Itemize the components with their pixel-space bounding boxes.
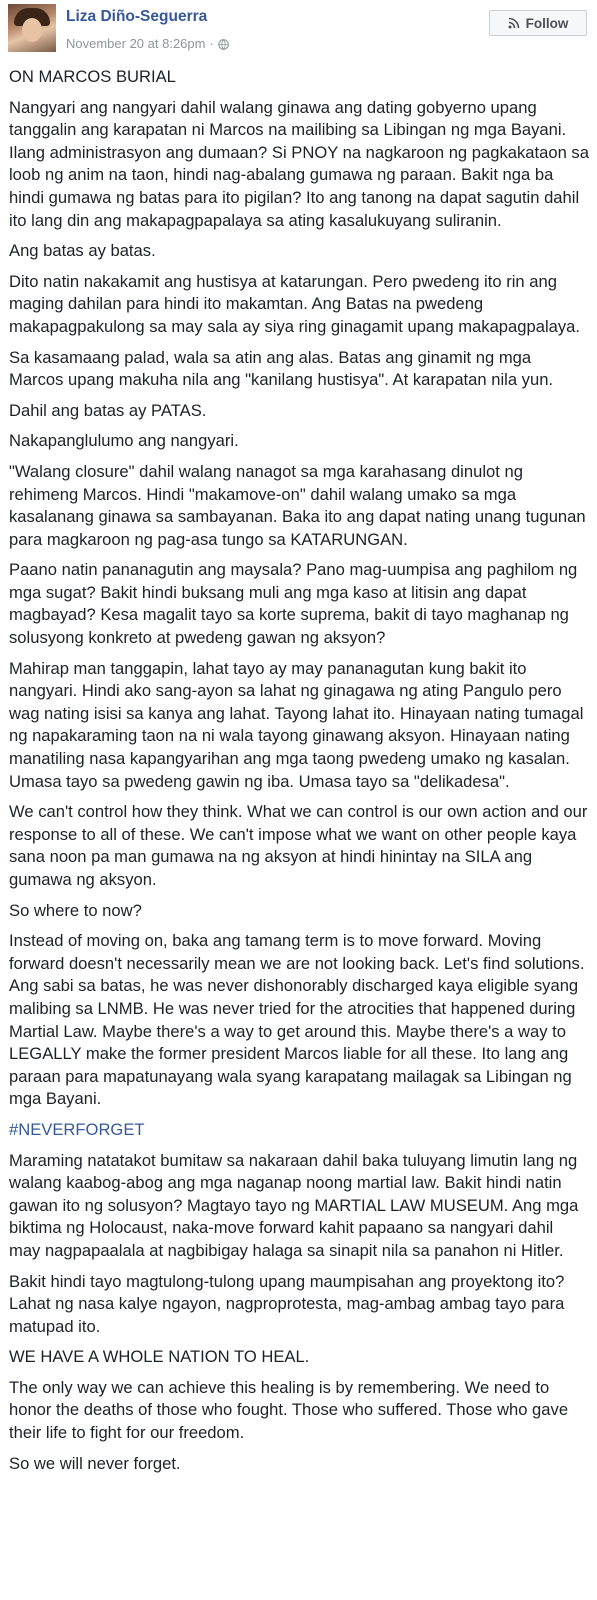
follow-button[interactable] — [489, 10, 587, 36]
post-meta — [66, 36, 229, 51]
post-paragraph: Nakapanglulumo ang nangyari. — [9, 431, 239, 451]
post-paragraph: Mahirap man tanggapin, lahat tayo ay may pananagutan kung bakit ito nangyari. Hindi ako sang-ayon sa lahat ng ginagawa ng ating Pangulo pero wag nating isisi sa kanya ang lahat. Tayong lahat ito. Hinayaan nating tumagal ng napakaraming taon na ni wala tayong ginawang aksyon. Hinayaan nating manatiling nasa kapangyarihan ang mga taong pwedeng umako ng kasalan. Umasa tayo sa pwedeng gawin ng iba. Umasa tayo sa "delikadesa". — [9, 658, 584, 791]
post-paragraph: The only way we can achieve this healing is by remembering. We need to honor the deaths of those who fought. Those who suffered. Those who gave their life to fight for our freedom. — [9, 1377, 569, 1443]
post-paragraph: So we will never forget. — [9, 1453, 181, 1473]
post-paragraph: Paano natin pananagutin ang maysala? Pano mag-uumpisa ang paghilom ng mga sugat? Bakit hindi buksang muli ang mga kaso at litisin ang dapat magbayad? Kesa magalit tayo sa korte suprema, bakit di tayo maghanap ng solusyong konkreto at pwedeng gawan ng aksyon? — [9, 560, 578, 648]
globe-icon[interactable] — [218, 38, 229, 49]
author-avatar[interactable] — [8, 4, 56, 52]
post-paragraph: Instead of moving on, baka ang tamang term is to move forward. Moving forward doesn't necessarily mean we are not looking back. Let's find solutions. Ang sabi sa batas, he was never dishonorably discharged kaya eligible syang malibing sa LNMB. He was never tried for the atrocities that happened during Martial Law. Maybe there's a way to get around this. Maybe there's a way to LEGALLY make the former president Marcos liable for all these. Ito lang ang paraan para mapatunayang wala syang karapatang mailagak sa Libingan ng mga Bayani. — [9, 931, 585, 1109]
author-name[interactable]: Liza Diño-Seguerra — [66, 8, 208, 25]
post-paragraph: So where to now? — [9, 900, 142, 920]
post-paragraph: Sa kasamaang palad, wala sa atin ang alas. Batas ang ginamit ng mga Marcos upang makuha nila ang "kanilang hustisya". At karapatan nila yun. — [9, 347, 554, 390]
post-paragraph: ON MARCOS BURIAL — [9, 67, 176, 86]
post-body — [9, 66, 589, 1483]
post-paragraph: Dito natin nakakamit ang hustisya at katarungan. Pero pwedeng ito rin ang maging dahilan para hindi ito makamtan. Ang Batas na pwedeng makapagpakulong sa may sala ay siya ring ginagamit upang makapagpalaya. — [9, 271, 580, 336]
post-paragraph: Ang batas ay batas. — [9, 241, 156, 261]
meta-separator: · — [209, 36, 214, 51]
rss-icon — [508, 17, 520, 29]
hashtag-link[interactable]: #NEVERFORGET — [9, 1119, 145, 1139]
post-paragraph: "Walang closure" dahil walang nanagot sa mga karahasang dinulot ng rehimeng Marcos. Hindi "makamove-on" dahil walang umako sa mga kasalanang ginawa sa sambayanan. Baka ito ang dapat nating unang tugunan para magkaroon ng pag-asa tungo sa KATARUNGAN. — [9, 461, 586, 549]
post-header — [8, 4, 589, 56]
post-paragraph: Nangyari ang nangyari dahil walang ginawa ang dating gobyerno upang tanggalin ang karapatan ni Marcos na mailibing sa Libingan ng mga Bayani. Ilang administrasyon ang dumaan? Si PNOY na nagkaroon ng pagkakataon sa loob ng anim na taon, hindi nag-abalang gumawa ng paraan. Bakit nga ba hindi gumawa ng batas para ito pigilan? Ito ang tanong na dapat sagutin dahil ito lang din ang makapagpapalaya sa ating kasalukuyang suliranin. — [9, 97, 589, 230]
avatar-face — [22, 18, 42, 42]
post-paragraph: WE HAVE A WHOLE NATION TO HEAL. — [9, 1347, 310, 1367]
post-paragraph: Maraming natatakot bumitaw sa nakaraan dahil baka tuluyang limutin lang ng walang kaabog-abog ang mga naganap noong martial law. Bakit hindi natin gawan ito ng solusyon? Magtayo tayo ng MARTIAL LAW MUSEUM. Ang mga biktima ng Holocaust, naka-move forward kahit papaano sa nangyari dahil may nagpapaalala at nagbibigay halaga sa sinapit nila sa panahon ni Hitler. — [9, 1150, 579, 1260]
post-paragraph: We can't control how they think. What we can control is our own action and our response to all of these. We can't impose what we want on other people kaya sana noon pa man gumawa na ng aksyon at hindi hinintay na SILA ang gumawa ng aksyon. — [9, 802, 588, 889]
post-paragraph: Dahil ang batas ay PATAS. — [9, 400, 207, 420]
follow-label: Follow — [525, 15, 569, 31]
post-timestamp[interactable]: November 20 at 8:26pm — [66, 36, 206, 51]
post-paragraph: Bakit hindi tayo magtulong-tulong upang maumpisahan ang proyektong ito? Lahat ng nasa kalye ngayon, nagproprotesta, mag-ambag ambag tayo para matupad ito. — [9, 1271, 565, 1336]
